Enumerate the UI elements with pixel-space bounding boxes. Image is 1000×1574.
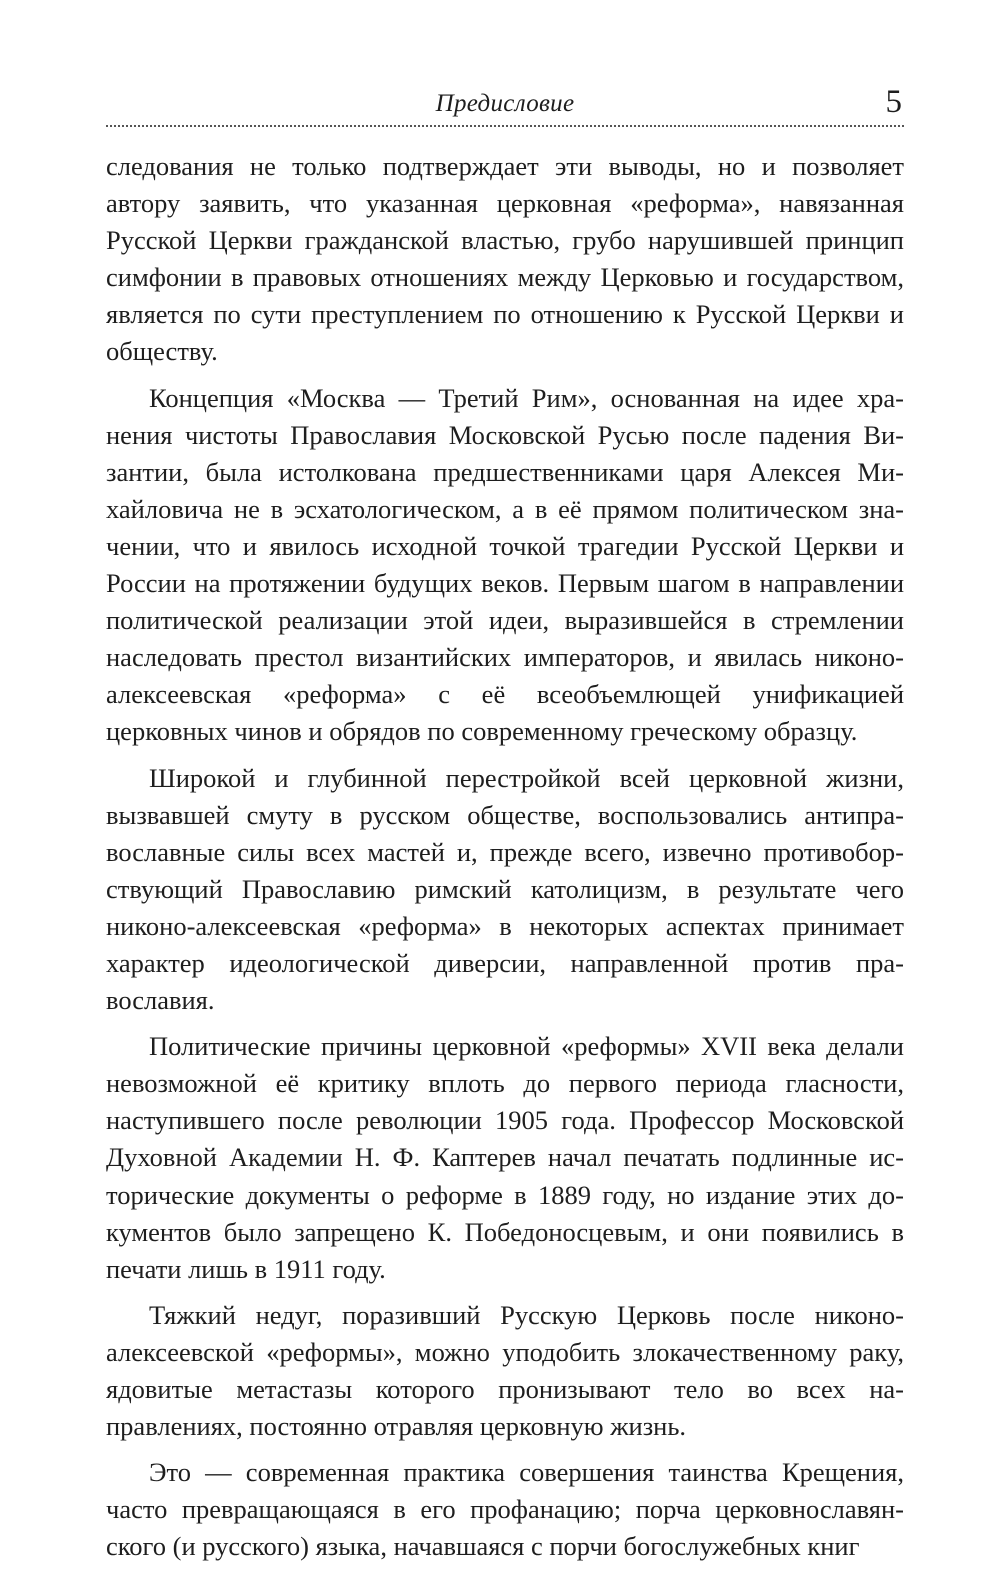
header-dotted-rule bbox=[106, 125, 904, 127]
paragraph: Концепция «Москва — Третий Рим», основанная на идее хранения чистоты Православия Московской Русью после падения Византии, была истолкована предшественниками царя Алексея Михайловича не в эсхатологическом, а в её прямом политическом значении, что и явилось исходной точкой трагедии Русской Церкви и России на протяжении будущих веков. Первым шагом в направлении политической реализации этой идеи, выразившейся в стремлении наследовать престол византийских императоров, и явилась никоно-алексеевская «реформа» с её всеобъемлющей унификацией церковных чинов и обрядов по современному греческому образцу. bbox=[106, 382, 904, 747]
body-text bbox=[106, 148, 904, 1574]
paragraph: следования не только подтверждает эти выводы, но и позволяет автору заявить, что указанная церковная «реформа», навязанная Русской Церкви гражданской властью, грубо нарушившей принцип симфонии в правовых отношениях между Церковью и государством, является по сути преступлением по отношению к Русской Церкви и обществу. bbox=[106, 151, 904, 367]
paragraph: Это — современная практика совершения таинства Крещения, часто превращающаяся в его профанацию; порча церковнославянского (и русского) языка, начавшаяся с порчи богослужебных книг bbox=[106, 1457, 904, 1562]
paragraph: Широкой и глубинной перестройкой всей церковной жизни, вызвавшей смуту в русском обществе, воспользовались антиправославные силы всех мастей и, прежде всего, извечно противоборствующий Православию римский католицизм, в результате чего никоно-алексеевская «реформа» в некоторых аспектах принимает характер идеологической диверсии, направленной против православия. bbox=[106, 762, 904, 1016]
page-number: 5 bbox=[885, 84, 902, 120]
running-header bbox=[106, 84, 904, 130]
paragraph: Тяжкий недуг, поразивший Русскую Церковь после никоноалексеевской «реформы», можно уподобить злокачественному раку, ядовитые метастазы которого пронизывают тело во всех направлениях, постоянно отравляя церковную жизнь. bbox=[106, 1299, 904, 1442]
paragraph: Политические причины церковной «реформы» XVII века делали невозможной её критику вплоть до первого периода гласности, наступившего после революции 1905 года. Профессор Московской Духовной Академии Н. Ф. Каптерев начал печатать подлинные исторические документы о реформе в 1889 году, но издание этих документов было запрещено К. Победоносцевым, и они появились в печати лишь в 1911 году. bbox=[106, 1031, 904, 1284]
running-header-title: Предисловие bbox=[435, 90, 575, 117]
